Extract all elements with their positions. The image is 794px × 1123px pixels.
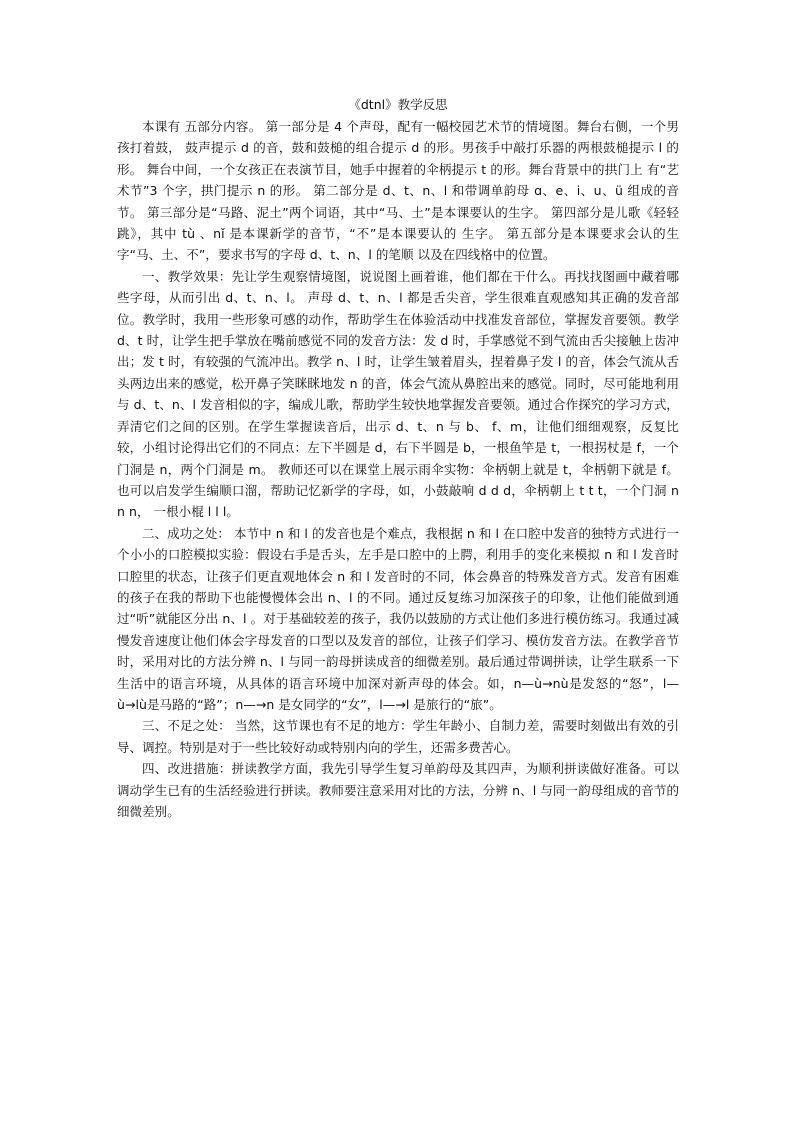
document-title: 《dtnl》教学反思 [348,97,448,112]
improvement-paragraph: 四、改进措施：拼读教学方面，我先引导学生复习单韵母及其四声，为顺利拼读做好准备。可以调动学生已有的生活经验进行拼读。教师要注意采用对比的方法，分辨 n、l 与同一韵母组成的音节的细微差别。 [117,761,679,819]
document-page [117,95,679,822]
shortcoming-paragraph: 三、不足之处： 当然，这节课也有不足的地方：学生年龄小、自制力差，需要时刻做出有效的引导、调控。特别是对于一些比较好动或特别内向的学生，还需多费苦心。 [117,718,679,755]
intro-paragraph: 本课有 五部分内容。 第一部分是 4 个声母，配有一幅校园艺术节的情境图。舞台右侧，一个男孩打着鼓， 鼓声提示 d 的音，鼓和鼓槌的组合提示 d 的形。男孩手中敲打乐器的两根鼓槌提示 l 的形。 舞台中间，一个女孩正在表演节目，她手中握着的伞柄提示 t 的形。舞台背景中的拱门上 有“艺术节”3 个字，拱门提示 n 的形。 第二部分是 d、t、n、l 和带调单韵母 ɑ、e、i、u、ü 组成的音节。 第三部分是“马路、泥土”两个词语，其中“马、土”是本课要认的生字。 第四部分是儿歌《轻轻跳》，其中 tù 、nǐ 是本课新学的音节，“不”是本课要认的 生字。 第五部分是本课要求会认的生字“马、土、不”，要求书写的字母 d、t、n、l 的笔顺 以及在四线格中的位置。 [117,119,679,263]
success-paragraph: 二、成功之处： 本节中 n 和 l 的发音也是个难点，我根据 n 和 l 在口腔中发音的独特方式进行一个小小的口腔模拟实验：假设右手是舌头，左手是口腔中的上腭，利用手的变化来模拟 n 和 l 发音时口腔里的状态，让孩子们更直观地体会 n 和 l 发音时的不同，体会鼻音的特殊发音方式。发音有困难的孩子在我的帮助下也能慢慢体会出 n、l 的不同。通过反复练习加深孩子的印象，让他们能做到通过“听”就能区分出 n、l 。对于基础较差的孩子，我仍以鼓励的方式让他们多进行模仿练习。我通过减慢发音速度让他们体会字母发音的口型以及发音的部位，让孩子们学习、模仿发音方法。在教学音节时，采用对比的方法分辨 n、l 与同一韵母拼读成音的细微差别。最后通过带调拼读，让学生联系一下生活中的语言环境，从具体的语言环境中加深对新声母的体会。如，n—ù→nù是发怒的“怒”，l—ù→lù是马路的“路”；n—→n 是女同学的“女”，l—→l 是旅行的“旅”。 [117,525,679,712]
teaching-effect-paragraph: 一、教学效果：先让学生观察情境图，说说图上画着谁，他们都在干什么。再找找图画中藏着哪些字母，从而引出 d、t、n、l。 声母 d、t、n、l 都是舌尖音，学生很难直观感知其正确的发音部位。教学时，我用一些形象可感的动作，帮助学生在体验活动中找准发音部位，掌握发音要领。教学 d、t 时，让学生把手掌放在嘴前感觉不同的发音方法：发 d 时，手掌感觉不到气流由舌尖接触上齿冲出；发 t 时，有较强的气流冲出。教学 n、l 时，让学生皱着眉头，捏着鼻子发 l 的音，体会气流从舌头两边出来的感觉，松开鼻子笑眯眯地发 n 的音，体会气流从鼻腔出来的感觉。同时，尽可能地利用与 d、t、n、l 发音相似的字，编成儿歌，帮助学生较快地掌握发音要领。通过合作探究的学习方式，弄清它们之间的区别。在学生掌握读音后，出示 d、t、n 与 b、 f、m，让他们细细观察，反复比较，小组讨论得出它们的不同点：左下半圆是 d，右下半圆是 b，一根鱼竿是 t，一根拐杖是 f，一个门洞是 n，两个门洞是 m。 教师还可以在课堂上展示雨伞实物：伞柄朝上就是 t，伞柄朝下就是 f。也可以启发学生编顺口溜，帮助记忆新学的字母，如，小鼓敲响 d d d，伞柄朝上 t t t，一个门洞 n n n， 一根小棍 l l l。 [117,268,679,520]
